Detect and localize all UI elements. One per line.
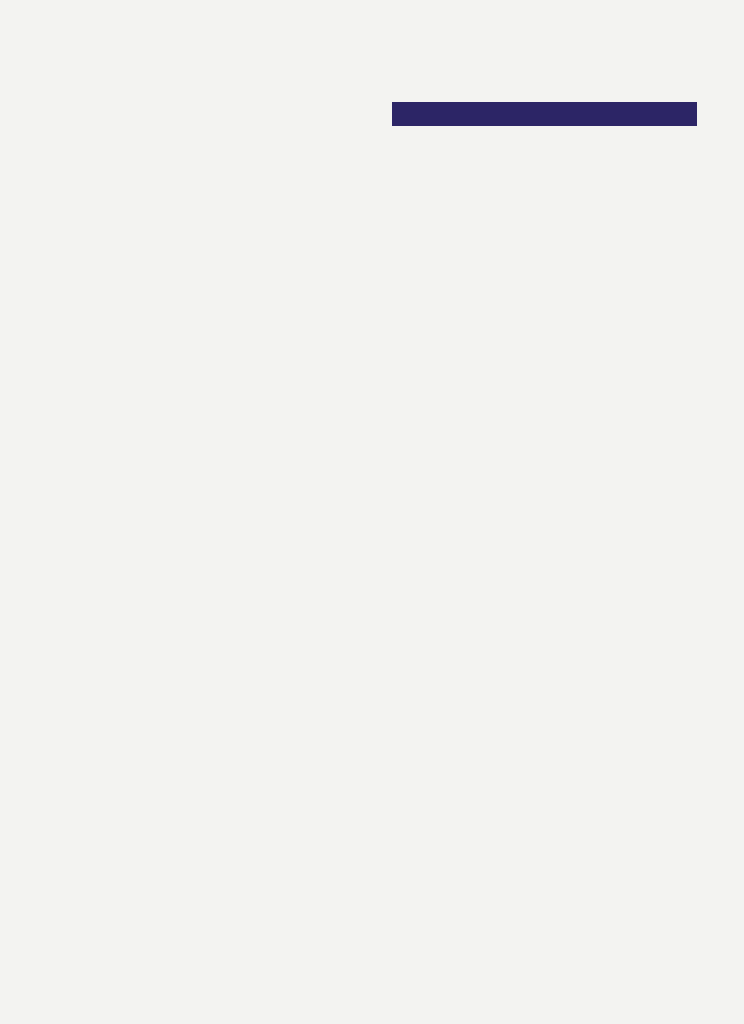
table-of-contents bbox=[50, 145, 702, 157]
title-accent-bar bbox=[392, 102, 697, 126]
